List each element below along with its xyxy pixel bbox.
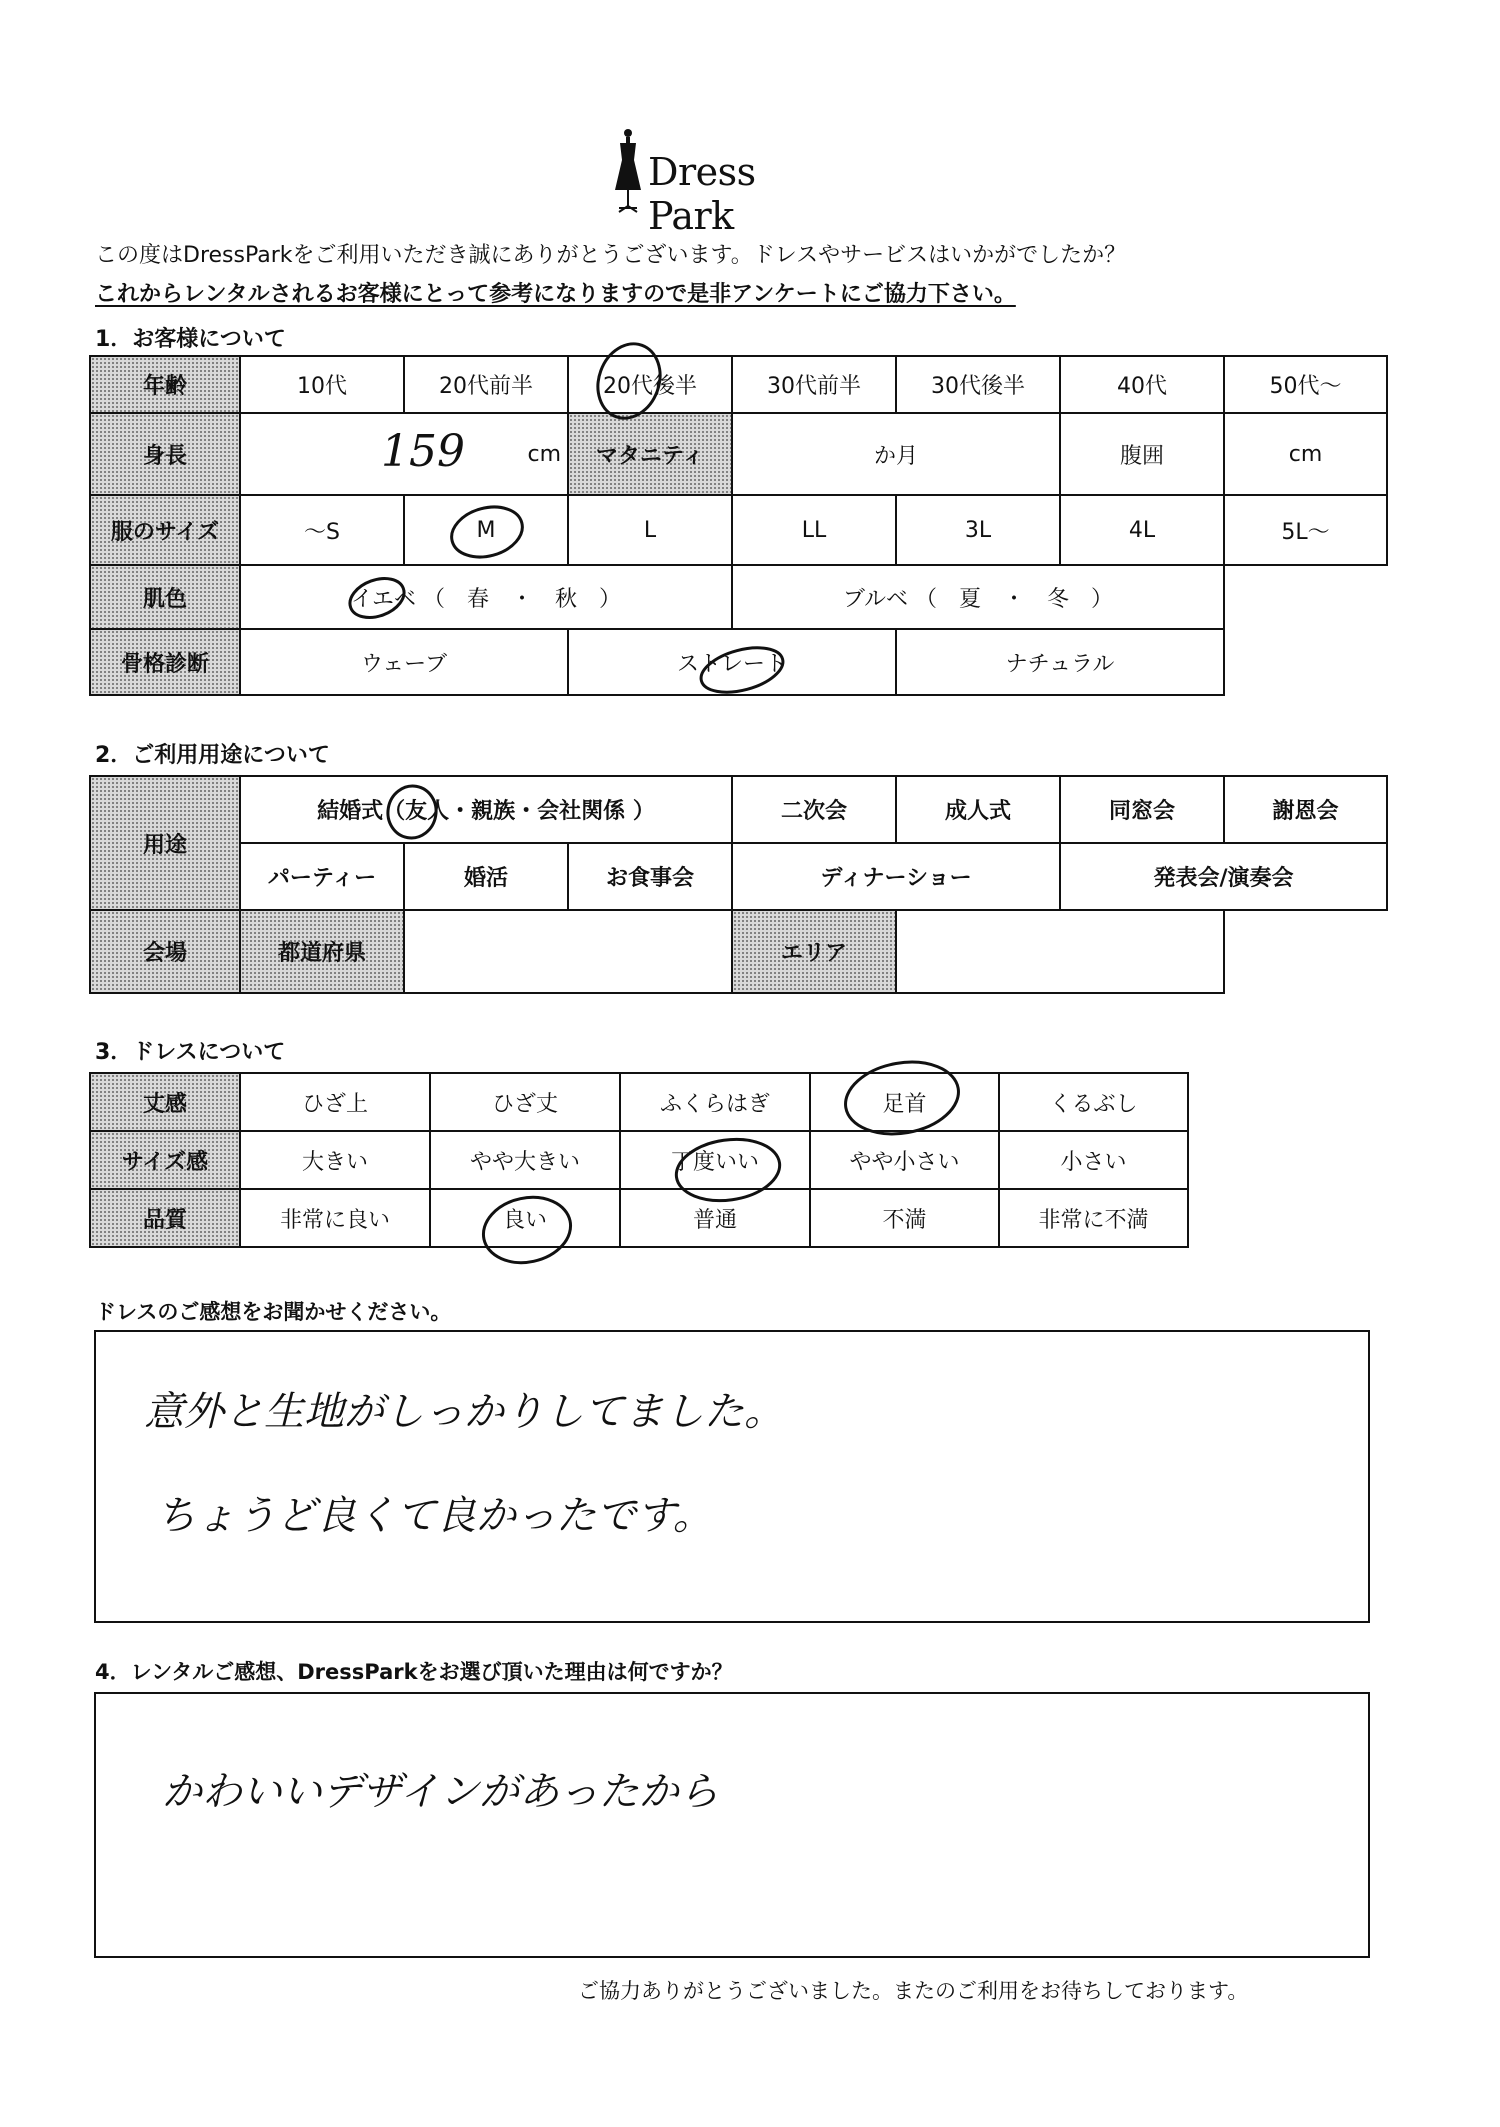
- empty-cell: [1224, 910, 1387, 993]
- height-field[interactable]: [240, 413, 568, 495]
- customer-info-table: [89, 355, 1388, 696]
- skin-blue-seasons: （ 夏 ・ 冬 ）: [915, 586, 1114, 612]
- skin-yellow-seasons: （ 春 ・ 秋 ）: [423, 586, 622, 612]
- size-option[interactable]: 3L: [896, 495, 1060, 565]
- purpose-option[interactable]: 婚活: [404, 843, 568, 910]
- purpose-row-1: [90, 776, 1387, 843]
- area-field[interactable]: [896, 910, 1224, 993]
- age-option-selected[interactable]: 20代後半: [568, 356, 732, 413]
- age-option[interactable]: 40代: [1060, 356, 1224, 413]
- fit-option[interactable]: 大きい: [240, 1131, 430, 1189]
- skin-yellow-base[interactable]: [240, 565, 732, 629]
- height-value: 159: [381, 426, 465, 477]
- intro-request: これからレンタルされるお客様にとって参考になりますので是非アンケートにご協力下さい。: [95, 282, 1016, 307]
- wedding-rest: ・親族・会社関係 ）: [449, 799, 655, 824]
- section2-title: 2．ご利用用途について: [95, 743, 330, 768]
- dress-comment-line: ちょうど良くて良かったです。: [156, 1493, 713, 1539]
- quality-option[interactable]: 普通: [620, 1189, 810, 1247]
- maternity-label: マタニティ: [568, 413, 732, 495]
- brand-logo: [610, 126, 850, 238]
- intro-text: この度はDressParkをご利用いただき誠にありがとうございます。ドレスやサービスはいかがでしたか？: [95, 243, 1127, 268]
- size-label: 服のサイズ: [90, 495, 240, 565]
- purpose-row-2: [90, 843, 1387, 910]
- age-label: 年齢: [90, 356, 240, 413]
- size-option[interactable]: 4L: [1060, 495, 1224, 565]
- purpose-option[interactable]: お食事会: [568, 843, 732, 910]
- fit-option[interactable]: やや大きい: [430, 1131, 620, 1189]
- age-option[interactable]: 10代: [240, 356, 404, 413]
- waist-unit[interactable]: cm: [1224, 413, 1387, 495]
- size-option[interactable]: ～S: [240, 495, 404, 565]
- fit-option[interactable]: 小さい: [999, 1131, 1188, 1189]
- section4-title: 4．レンタルご感想、DressParkをお選び頂いた理由は何ですか？: [95, 1660, 733, 1684]
- length-option-selected[interactable]: 足首: [810, 1073, 999, 1131]
- size-option[interactable]: 5L～: [1224, 495, 1387, 565]
- age-option[interactable]: 30代前半: [732, 356, 896, 413]
- skin-yellow-label: イエベ: [350, 586, 417, 612]
- waist-label: 腹囲: [1060, 413, 1224, 495]
- skeleton-option[interactable]: ウェーブ: [240, 629, 568, 695]
- purpose-label: 用途: [90, 776, 240, 910]
- wedding-friend-selected[interactable]: 友人: [405, 799, 450, 824]
- section1-title: 1．お客様について: [95, 327, 286, 352]
- height-row: [90, 413, 1387, 495]
- usage-table: [89, 775, 1388, 994]
- empty-cell: [1224, 565, 1387, 629]
- skin-blue-label: ブルベ: [842, 586, 909, 612]
- skeleton-label: 骨格診断: [90, 629, 240, 695]
- fit-option-selected[interactable]: 丁度いい: [620, 1131, 810, 1189]
- skin-label: 肌色: [90, 565, 240, 629]
- purpose-option[interactable]: 二次会: [732, 776, 896, 843]
- empty-cell: [1224, 629, 1387, 695]
- quality-row: [90, 1189, 1188, 1247]
- purpose-option[interactable]: パーティー: [240, 843, 404, 910]
- section3-title: 3．ドレスについて: [95, 1040, 286, 1065]
- skeleton-row: [90, 629, 1387, 695]
- rental-reason-line: かわいいデザインがあったから: [162, 1769, 719, 1815]
- purpose-option[interactable]: 同窓会: [1060, 776, 1224, 843]
- maternity-months[interactable]: か月: [732, 413, 1060, 495]
- purpose-option[interactable]: 成人式: [896, 776, 1060, 843]
- length-option[interactable]: ひざ丈: [430, 1073, 620, 1131]
- quality-option-selected[interactable]: 良い: [430, 1189, 620, 1247]
- purpose-option[interactable]: ディナーショー: [732, 843, 1060, 910]
- age-option[interactable]: 30代後半: [896, 356, 1060, 413]
- quality-option[interactable]: 不満: [810, 1189, 999, 1247]
- length-option[interactable]: くるぶし: [999, 1073, 1188, 1131]
- brand-name: Dress Park: [648, 150, 756, 238]
- height-unit: cm: [527, 442, 561, 467]
- age-row: [90, 356, 1387, 413]
- prefecture-field[interactable]: [404, 910, 732, 993]
- size-option[interactable]: L: [568, 495, 732, 565]
- quality-option[interactable]: 非常に不満: [999, 1189, 1188, 1247]
- dress-comment-prompt: ドレスのご感想をお聞かせください。: [95, 1300, 452, 1324]
- skeleton-option-selected[interactable]: ストレート: [568, 629, 896, 695]
- prefecture-label: 都道府県: [240, 910, 404, 993]
- size-option-selected[interactable]: M: [404, 495, 568, 565]
- purpose-wedding[interactable]: [240, 776, 732, 843]
- venue-label: 会場: [90, 910, 240, 993]
- skin-blue-base[interactable]: [732, 565, 1224, 629]
- venue-row: [90, 910, 1387, 993]
- dress-mannequin-icon: [610, 126, 646, 216]
- size-option[interactable]: LL: [732, 495, 896, 565]
- length-row: [90, 1073, 1188, 1131]
- rental-reason-box[interactable]: [94, 1692, 1370, 1958]
- fit-row: [90, 1131, 1188, 1189]
- purpose-option[interactable]: 発表会/演奏会: [1060, 843, 1387, 910]
- fit-option[interactable]: やや小さい: [810, 1131, 999, 1189]
- area-label: エリア: [732, 910, 896, 993]
- quality-label: 品質: [90, 1189, 240, 1247]
- skin-row: [90, 565, 1387, 629]
- height-label: 身長: [90, 413, 240, 495]
- fit-label: サイズ感: [90, 1131, 240, 1189]
- length-option[interactable]: ふくらはぎ: [620, 1073, 810, 1131]
- size-row: [90, 495, 1387, 565]
- dress-comment-box[interactable]: [94, 1330, 1370, 1623]
- age-option[interactable]: 50代～: [1224, 356, 1387, 413]
- length-label: 丈感: [90, 1073, 240, 1131]
- length-option[interactable]: ひざ上: [240, 1073, 430, 1131]
- age-option[interactable]: 20代前半: [404, 356, 568, 413]
- footer-thanks: ご協力ありがとうございました。またのご利用をお待ちしております。: [578, 1979, 1249, 2003]
- dress-comment-line: 意外と生地がしっかりしてました。: [144, 1389, 784, 1435]
- dress-table: [89, 1072, 1189, 1248]
- skeleton-option[interactable]: ナチュラル: [896, 629, 1224, 695]
- purpose-option[interactable]: 謝恩会: [1224, 776, 1387, 843]
- quality-option[interactable]: 非常に良い: [240, 1189, 430, 1247]
- wedding-prefix: 結婚式（: [317, 799, 406, 824]
